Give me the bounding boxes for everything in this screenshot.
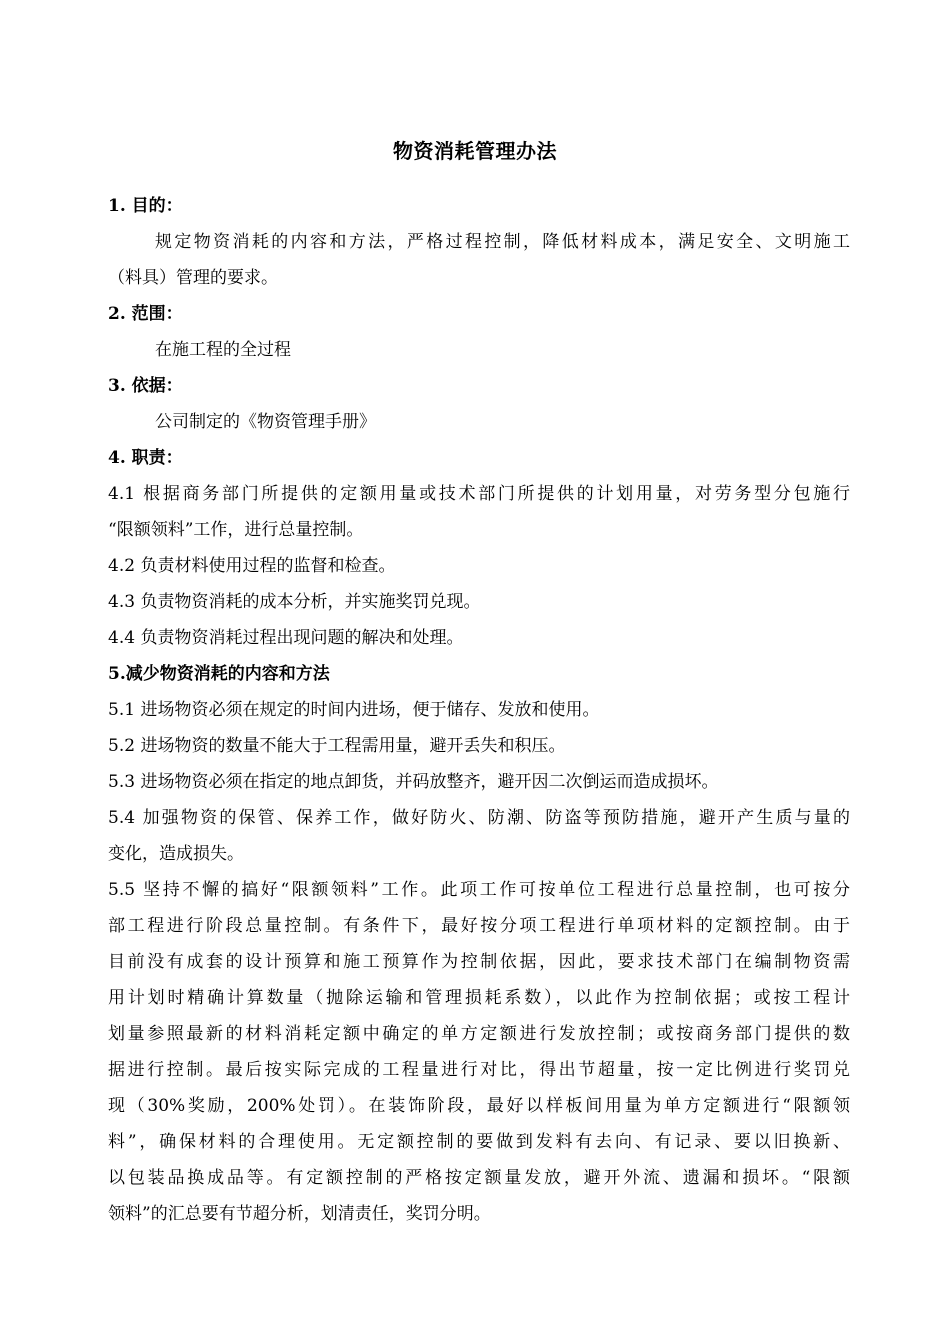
paragraph-line: “限额领料”工作，进行总量控制。 [108,520,364,540]
paragraph-line: 以包装品换成品等。有定额控制的严格按定额量发放，避开外流、遗漏和损坏。“限额 [108,1168,850,1188]
paragraph-line: 5.1 进场物资必须在规定的时间内进场，便于储存、发放和使用。 [108,700,600,720]
paragraph-line: 在施工程的全过程 [155,340,291,360]
document-body [108,188,850,1232]
paragraph-line: （料具）管理的要求。 [108,268,278,288]
paragraph-line: 4.4 负责物资消耗过程出现问题的解决和处理。 [108,628,464,648]
paragraph-line: 5.3 进场物资必须在指定的地点卸货，并码放整齐，避开因二次倒运而造成损坏。 [108,772,719,792]
paragraph-line: 现（30%奖励，200%处罚）。在装饰阶段，最好以样板间用量为单方定额进行“限额领 [108,1096,850,1116]
section-heading-scope: 2. 范围： [108,304,183,324]
paragraph-line: 目前没有成套的设计预算和施工预算作为控制依据，因此，要求技术部门在编制物资需 [108,952,850,972]
paragraph-line: 5.5 坚持不懈的搞好“限额领料”工作。此项工作可按单位工程进行总量控制，也可按分 [108,880,850,900]
paragraph-line: 领料”的汇总要有节超分析，划清责任，奖罚分明。 [108,1204,491,1224]
document-title: 物资消耗管理办法 [393,139,557,163]
paragraph-line: 用计划时精确计算数量（抛除运输和管理损耗系数），以此作为控制依据；或按工程计 [108,988,850,1008]
paragraph-line: 4.3 负责物资消耗的成本分析，并实施奖罚兑现。 [108,592,481,612]
section-heading-purpose: 1. 目的： [108,196,183,216]
section-heading-methods: 5.减少物资消耗的内容和方法 [108,664,330,684]
section-heading-basis: 3. 依据： [108,376,183,396]
paragraph-line: 公司制定的《物资管理手册》 [155,412,376,432]
paragraph-line: 料”，确保材料的合理使用。无定额控制的要做到发料有去向、有记录、要以旧换新、 [108,1132,850,1152]
paragraph-line: 4.1 根据商务部门所提供的定额用量或技术部门所提供的计划用量，对劳务型分包施行 [108,484,850,504]
paragraph-line: 部工程进行阶段总量控制。有条件下，最好按分项工程进行单项材料的定额控制。由于 [108,916,850,936]
paragraph-line: 5.4 加强物资的保管、保养工作，做好防火、防潮、防盗等预防措施，避开产生质与量的 [108,808,850,828]
paragraph-line: 变化，造成损失。 [108,844,244,864]
paragraph-line: 划量参照最新的材料消耗定额中确定的单方定额进行发放控制；或按商务部门提供的数 [108,1024,850,1044]
paragraph-line: 据进行控制。最后按实际完成的工程量进行对比，得出节超量，按一定比例进行奖罚兑 [108,1060,850,1080]
paragraph-line: 规定物资消耗的内容和方法，严格过程控制，降低材料成本，满足安全、文明施工 [155,232,850,252]
paragraph-line: 4.2 负责材料使用过程的监督和检查。 [108,556,396,576]
section-heading-duties: 4. 职责： [108,448,183,468]
paragraph-line: 5.2 进场物资的数量不能大于工程需用量，避开丢失和积压。 [108,736,566,756]
